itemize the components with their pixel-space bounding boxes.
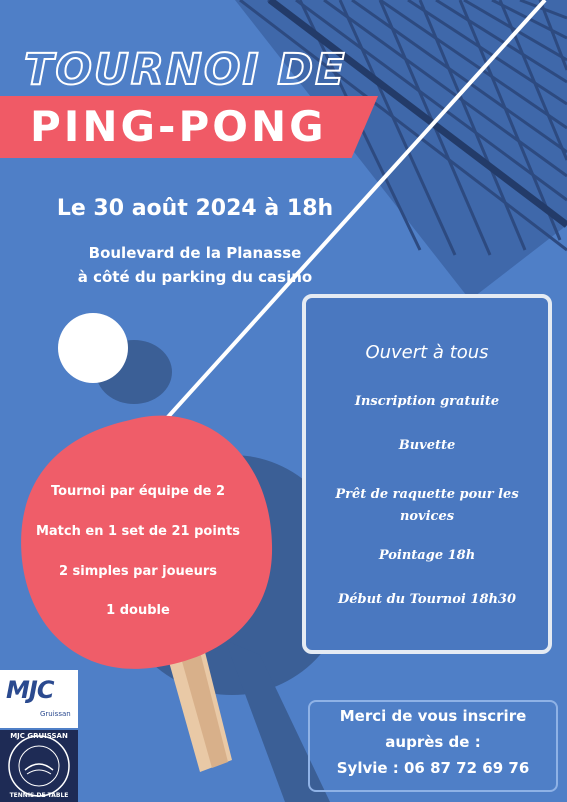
info-item: Inscription gratuite (354, 394, 500, 409)
registration-line1: Merci de vous inscrire (339, 707, 527, 725)
event-date: Le 30 août 2024 à 18h (56, 196, 334, 221)
mjc-logo (0, 670, 78, 728)
ball-icon (58, 313, 128, 383)
paddle-icon (21, 416, 272, 669)
mjc-logo-letters: MJC (6, 676, 54, 704)
mjc-logo-sub: Gruissan (40, 710, 71, 718)
title-line1: TOURNOI DE (24, 45, 347, 95)
title-line2: PING-PONG (30, 102, 327, 151)
registration-contact: Sylvie : 06 87 72 69 76 (336, 759, 530, 777)
paddle-item: 2 simples par joueurs (58, 564, 218, 579)
address-line2: à côté du parking du casino (77, 268, 313, 286)
paddle-item: Tournoi par équipe de 2 (50, 484, 226, 499)
info-item: Prêt de raquette pour les novices (335, 487, 519, 524)
tennis-club-top-text: MJC GRUISSAN (10, 732, 68, 740)
info-item: Début du Tournoi 18h30 (337, 592, 517, 607)
info-item: Buvette (398, 438, 456, 453)
paddle-item: 1 double (106, 603, 170, 618)
paddle-item: Match en 1 set de 21 points (35, 524, 241, 539)
info-item: Pointage 18h (378, 548, 476, 563)
tennis-club-bottom-text: TENNIS DE TABLE (9, 792, 69, 799)
address-line1: Boulevard de la Planasse (88, 244, 302, 262)
tennis-club-logo (0, 730, 78, 802)
registration-line2: auprès de : (385, 733, 481, 751)
info-heading: Ouvert à tous (365, 342, 489, 363)
